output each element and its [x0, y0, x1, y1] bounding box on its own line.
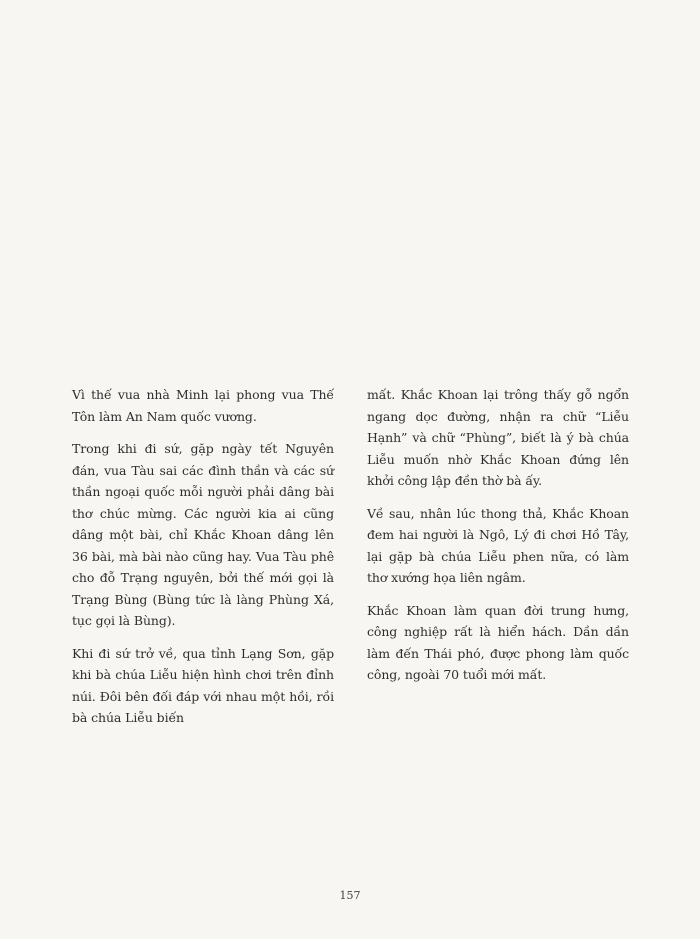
paragraph: Vì thế vua nhà Minh lại phong vua Thế Tôn làm An Nam quốc vương.	[72, 387, 334, 424]
paragraph: Khắc Khoan làm quan đời trung hưng, công nghiệp rất là hiển hách. Dần dần làm đến Thái phó, được phong làm quốc công, ngoài 70 tuổi mới mất.	[367, 602, 629, 682]
right-text-column	[367, 384, 629, 697]
paragraph: Về sau, nhân lúc thong thả, Khắc Khoan đem hai người là Ngô, Lý đi chơi Hồ Tây, lại gặp bà chúa Liễu phen nữa, có làm thơ xướng họa liên ngâm.	[367, 505, 629, 585]
left-text-column	[72, 384, 334, 740]
paragraph: mất. Khắc Khoan lại trông thấy gỗ ngổn ngang dọc đường, nhận ra chữ “Liễu Hạnh” và chữ “Phùng”, biết là ý bà chúa Liễu muốn nhờ Khắc Khoan đứng lên khởi công lập đền thờ bà ấy.	[367, 387, 629, 488]
page-number: 157	[339, 889, 361, 902]
paragraph: Khi đi sứ trở về, qua tỉnh Lạng Sơn, gặp khi bà chúa Liễu hiện hình chơi trên đỉnh núi. Đôi bên đối đáp với nhau một hồi, rồi bà chúa Liễu biến	[72, 645, 334, 725]
paragraph: Trong khi đi sứ, gặp ngày tết Nguyên đán, vua Tàu sai các đình thần và các sứ thần ngoại quốc mỗi người phải dâng bài thơ chúc mừng. Các người kia ai cũng dâng một bài, chỉ Khắc Khoan dâng lên 36 bài, mà bài nào cũng hay. Vua Tàu phê cho đỗ Trạng nguyên, bởi thế mới gọi là Trạng Bùng (Bùng tức là làng Phùng Xá, tục gọi là Bùng).	[72, 441, 334, 628]
